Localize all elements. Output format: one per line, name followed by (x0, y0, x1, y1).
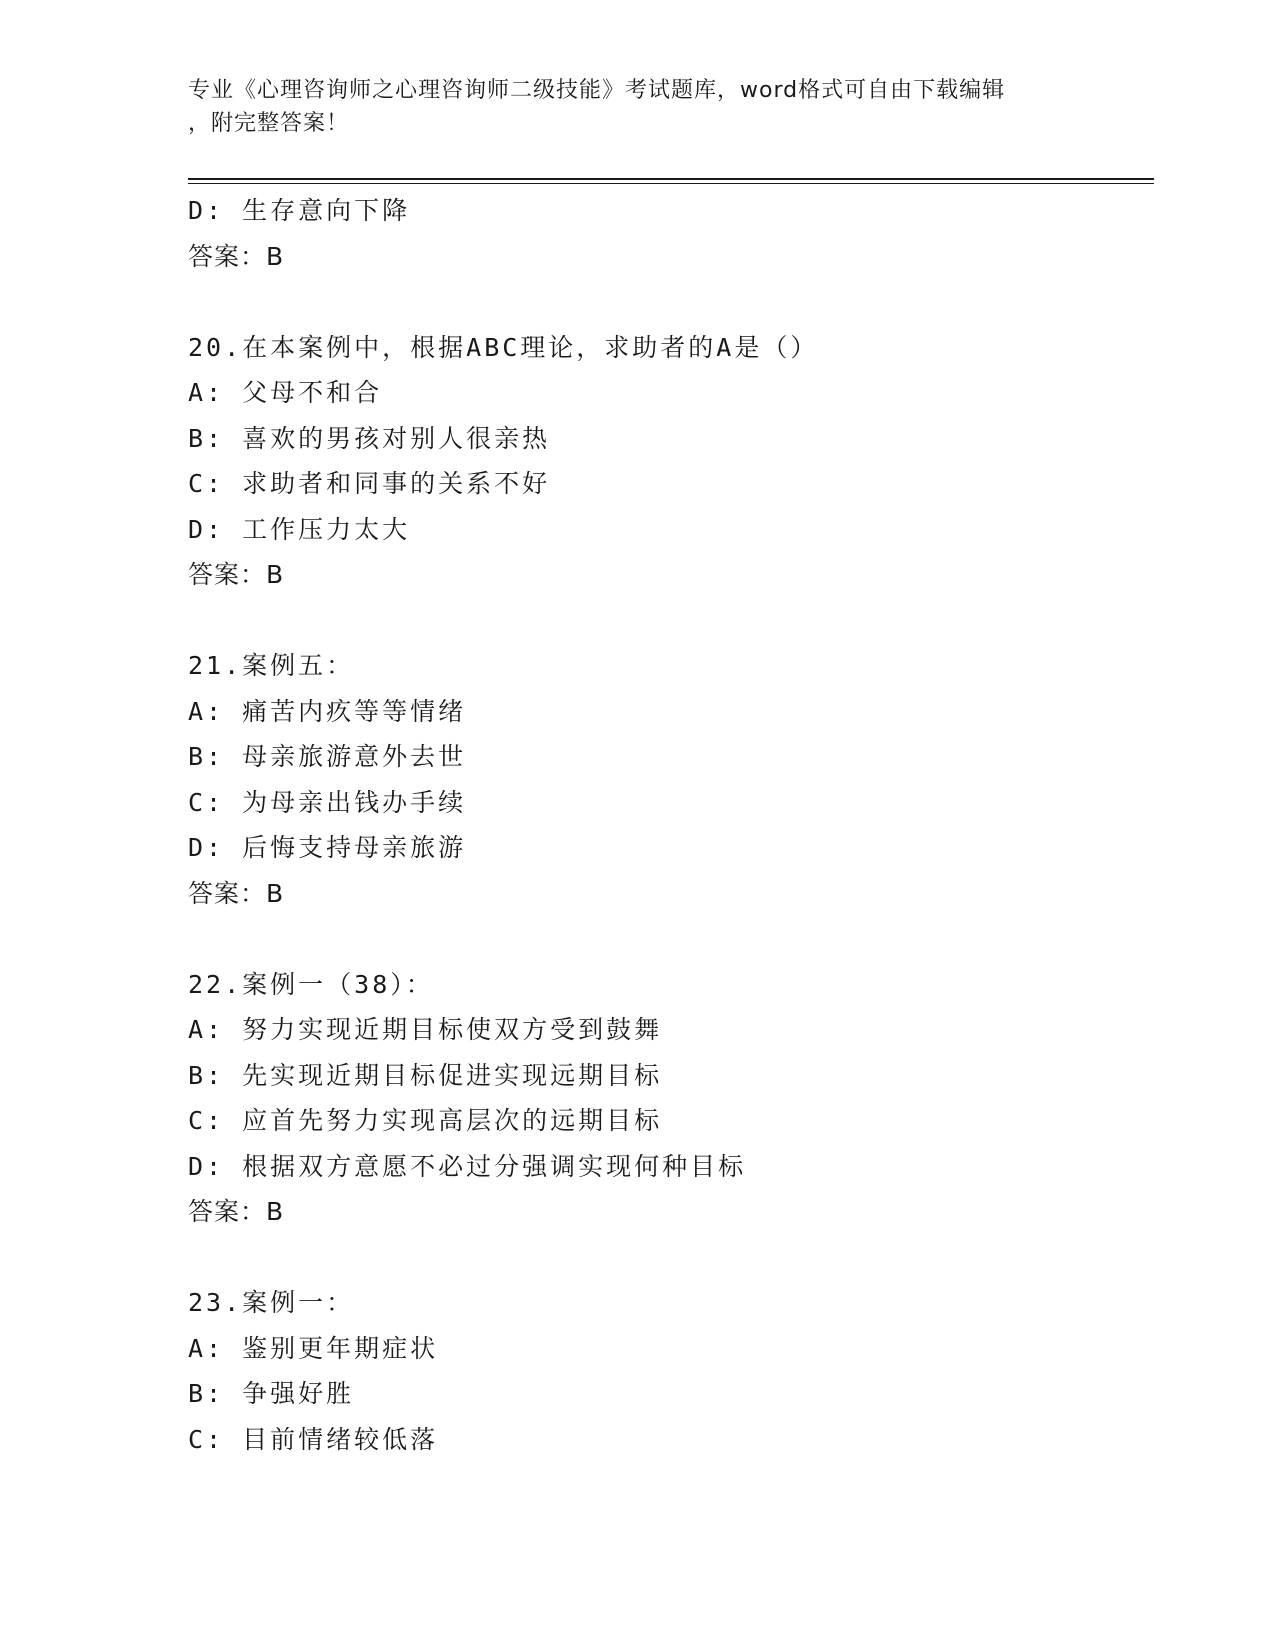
question-stem: 23.案例一： (188, 1288, 355, 1317)
spacer (188, 916, 1154, 962)
prev-answer: 答案：B (188, 241, 285, 271)
prev-option-d: D: 生存意向下降 (188, 196, 411, 225)
question-list (188, 188, 1154, 1462)
question-stem: 22.案例一（38）： (188, 969, 434, 999)
spacer (188, 598, 1154, 644)
option-a: A: 鉴别更年期症状 (188, 1333, 439, 1363)
answer: 答案：B (188, 560, 285, 589)
answer: 答案：B (188, 1197, 285, 1226)
option-a: A: 努力实现近期目标使双方受到鼓舞 (188, 1015, 663, 1044)
option-b: B: 争强好胜 (188, 1379, 355, 1408)
spacer (188, 1235, 1154, 1281)
header-divider-thin (188, 183, 1154, 184)
option-a: A: 痛苦内疚等等情绪 (188, 696, 467, 726)
option-d: D: 工作压力太大 (188, 514, 411, 544)
option-d: D: 根据双方意愿不必过分强调实现何种目标 (188, 1151, 747, 1181)
document-header (188, 74, 1088, 140)
answer: 答案：B (188, 878, 285, 908)
option-b: B: 母亲旅游意外去世 (188, 742, 467, 771)
option-c: C: 为母亲出钱办手续 (188, 787, 467, 817)
question-21 (188, 643, 1154, 916)
question-stem: 21.案例五： (188, 651, 355, 680)
question-20 (188, 325, 1154, 598)
option-c: C: 目前情绪较低落 (188, 1424, 439, 1454)
header-line-2: ，附完整答案！ (188, 111, 350, 136)
spacer (188, 279, 1154, 325)
question-stem: 20.在本案例中，根据ABC理论，求助者的A是（） (188, 332, 819, 362)
option-b: B: 喜欢的男孩对别人很亲热 (188, 423, 551, 453)
header-line-1: 专业《心理咨询师之心理咨询师二级技能》考试题库，word格式可自由下载编辑 (188, 78, 1006, 103)
question-23 (188, 1280, 1154, 1462)
header-divider-thick (188, 178, 1154, 180)
option-c: C: 应首先努力实现高层次的远期目标 (188, 1106, 663, 1135)
option-a: A: 父母不和合 (188, 378, 383, 407)
option-b: B: 先实现近期目标促进实现远期目标 (188, 1060, 663, 1090)
option-d: D: 后悔支持母亲旅游 (188, 833, 467, 862)
option-c: C: 求助者和同事的关系不好 (188, 469, 551, 498)
question-22 (188, 962, 1154, 1235)
